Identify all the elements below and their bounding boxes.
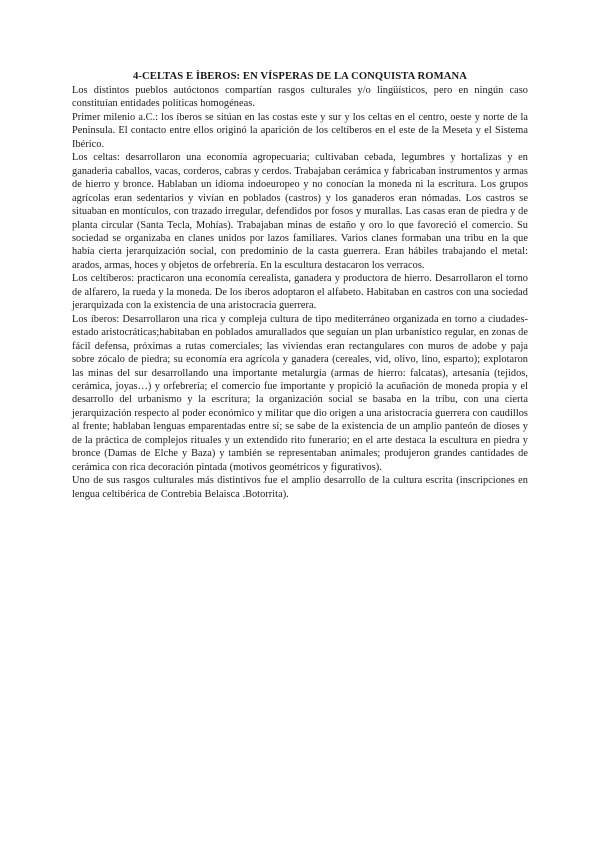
paragraph-iberos: Los íberos: Desarrollaron una rica y compleja cultura de tipo mediterráneo organizada en torno a ciudades-estado aristocráticas;habitaban en poblados amurallados que seguían un plan urbanístico regular, en zonas de fácil defensa, próximas a rutas comerciales; las viviendas eran rectangulares con muros de adobe y paja sobre zócalo de piedra; su economía era agrícola y ganadera (cereales, vid, olivo, lino, esparto); explotaron las minas del sur desarrollando una importante metalurgia (armas de hierro: falcatas), artesanía (tejidos, cerámica, joyas…) y orfebrería; el comercio fue importante y propició la acuñación de moneda propia y el desarrollo del urbanismo y la escritura; la organización social se basaba en la tribu, con una cierta jerarquización respecto al poder económico y militar que dio origen a una aristocracia guerrera con caudillos al frente; hablaban lenguas emparentadas entre sí; se sabe de la existencia de un amplio panteón de dioses y de la práctica de complejos rituales y un extendido rito funerario; en el arte destaca la escultura en piedra y bronce (Damas de Elche y Baza) y también se representaban animales; produjeron grandes cantidades de cerámica con rica decoración pintada (motivos geométricos y figurativos). (72, 313, 528, 473)
paragraph-intro: Los distintos pueblos autóctonos compartían rasgos culturales y/o lingüísticos, pero en ningún caso constituían entidades políticas homogéneas. (72, 85, 528, 110)
document-title: 4-CELTAS E ÌBEROS: EN VÍSPERAS DE LA CONQUISTA ROMANA (133, 71, 467, 82)
paragraph-celtas: Los celtas: desarrollaron una economía agropecuaria; cultivaban cebada, legumbres y hortalizas y en ganaderìa caballos, vacas, corderos, cabras y cerdos. Trabajaban cerámica y fabricaban instrumentos y armas de hierro y bronce. Hablaban un idioma indoeuropeo y no conocían la moneda ni la escritura. Los grupos agrícolas eran sedentarios y vivían en poblados (castros) y los ganaderos eran nómadas. Los castros se situaban en montículos, con trazado irregular, defendidos por fosos y murallas. Las casas eran de piedra y de planta circular (Santa Tecla, Mohías). Trabajaban minas de estaño y oro lo que favoreció el comercio. Su sociedad se organizaba en clanes unidos por lazos familiares. Varios clanes formaban una tribu en la que había cierta jerarquización social, con predominio de la casta guerrera. Eran hábiles trabajando el metal: arados, armas, hoces y objetos de orfebrería. En la escultura destacaron los verracos. (72, 152, 528, 271)
paragraph-cultura-escrita: Uno de sus rasgos culturales más distintivos fue el amplio desarrollo de la cultura escrita (inscripciones en lengua celtibérica de Contrebia Belaisca .Botorrita). (72, 475, 528, 500)
paragraph-primer-milenio: Primer milenio a.C.: los íberos se sitúan en las costas este y sur y los celtas en el centro, oeste y norte de la Penìnsula. El contacto entre ellos originó la aparición de los celtíberos en el este de la Meseta y el Sistema Ibérico. (72, 111, 528, 150)
paragraph-celtiberos: Los celtíberos: practicaron una economía cerealista, ganadera y productora de hierro. Desarrollaron el torno de alfarero, la rueda y la moneda. De los íberos adoptaron el alfabeto. Habitaban en castros con una sociedad jerarquizada con la existencia de una aristocracia guerrera. (72, 273, 528, 312)
